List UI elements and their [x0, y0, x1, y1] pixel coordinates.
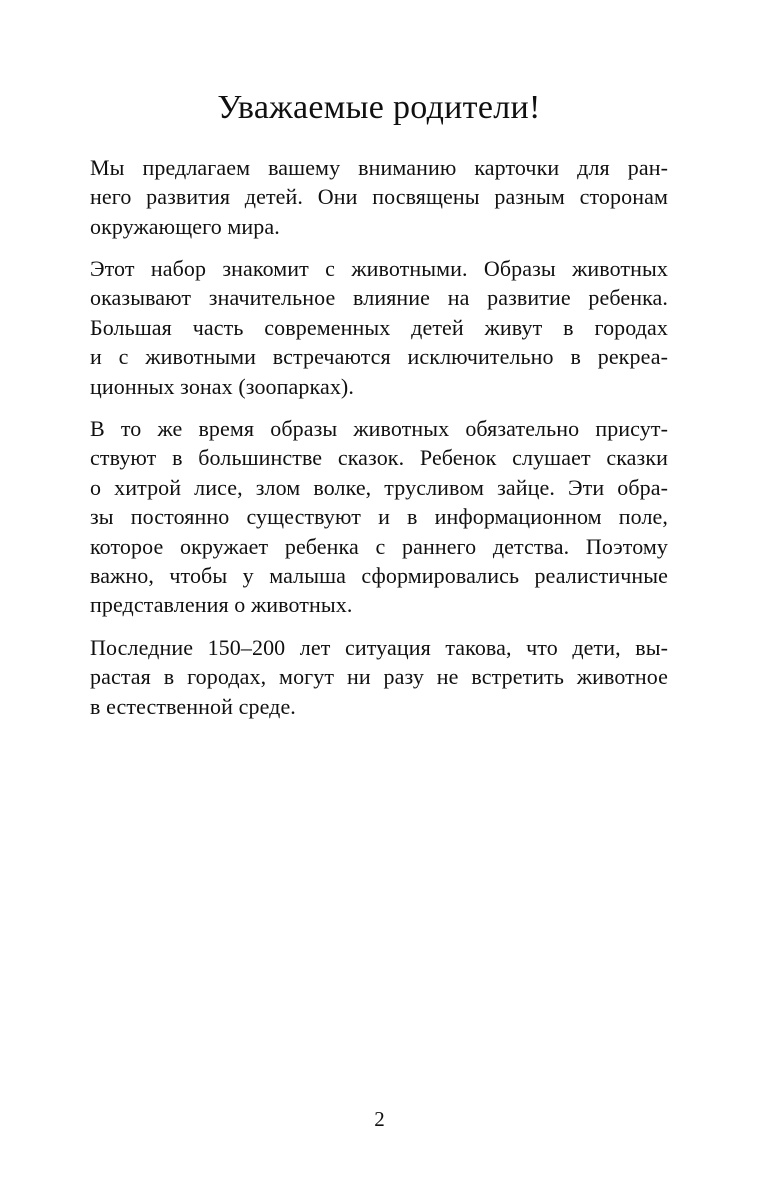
paragraph	[90, 633, 668, 721]
paragraph	[90, 414, 668, 620]
text-line: Последние 150–200 лет ситуация такова, что дети, вы-	[90, 634, 668, 660]
text-line: ционных зонах (зоопарках).	[90, 373, 354, 399]
text-line: оказывают значительное влияние на развитие ребенка.	[90, 285, 668, 311]
text-line: Мы предлагаем вашему вниманию карточки для ран-	[90, 154, 668, 180]
text-line: растая в городах, могут ни разу не встретить животное	[90, 664, 668, 690]
page-title: Уважаемые родители!	[217, 89, 541, 126]
text-line: которое окружает ребенка с раннего детства. Поэтому	[90, 533, 668, 559]
text-line: Этот набор знакомит с животными. Образы животных	[90, 256, 668, 282]
text-line: в естественной среде.	[90, 693, 296, 719]
text-line: окружающего мира.	[90, 213, 280, 239]
text-line: и с животными встречаются исключительно в рекреа-	[90, 344, 668, 370]
text-line: ствуют в большинстве сказок. Ребенок слушает сказки	[90, 445, 668, 471]
paragraph	[90, 254, 668, 401]
text-line: него развития детей. Они посвящены разным сторонам	[90, 184, 668, 210]
text-line: о хитрой лисе, злом волке, трусливом зайце. Эти обра-	[90, 474, 668, 500]
text-line: зы постоянно существуют и в информационном поле,	[90, 504, 668, 530]
text-line: важно, чтобы у малыша сформировались реалистичные	[90, 563, 668, 589]
paragraph	[90, 153, 668, 241]
text-line: В то же время образы животных обязательно присут-	[90, 416, 668, 442]
page-content	[90, 88, 668, 734]
page-number: 2	[374, 1107, 385, 1131]
text-line: представления о животных.	[90, 592, 353, 618]
text-line: Большая часть современных детей живут в городах	[90, 314, 668, 340]
